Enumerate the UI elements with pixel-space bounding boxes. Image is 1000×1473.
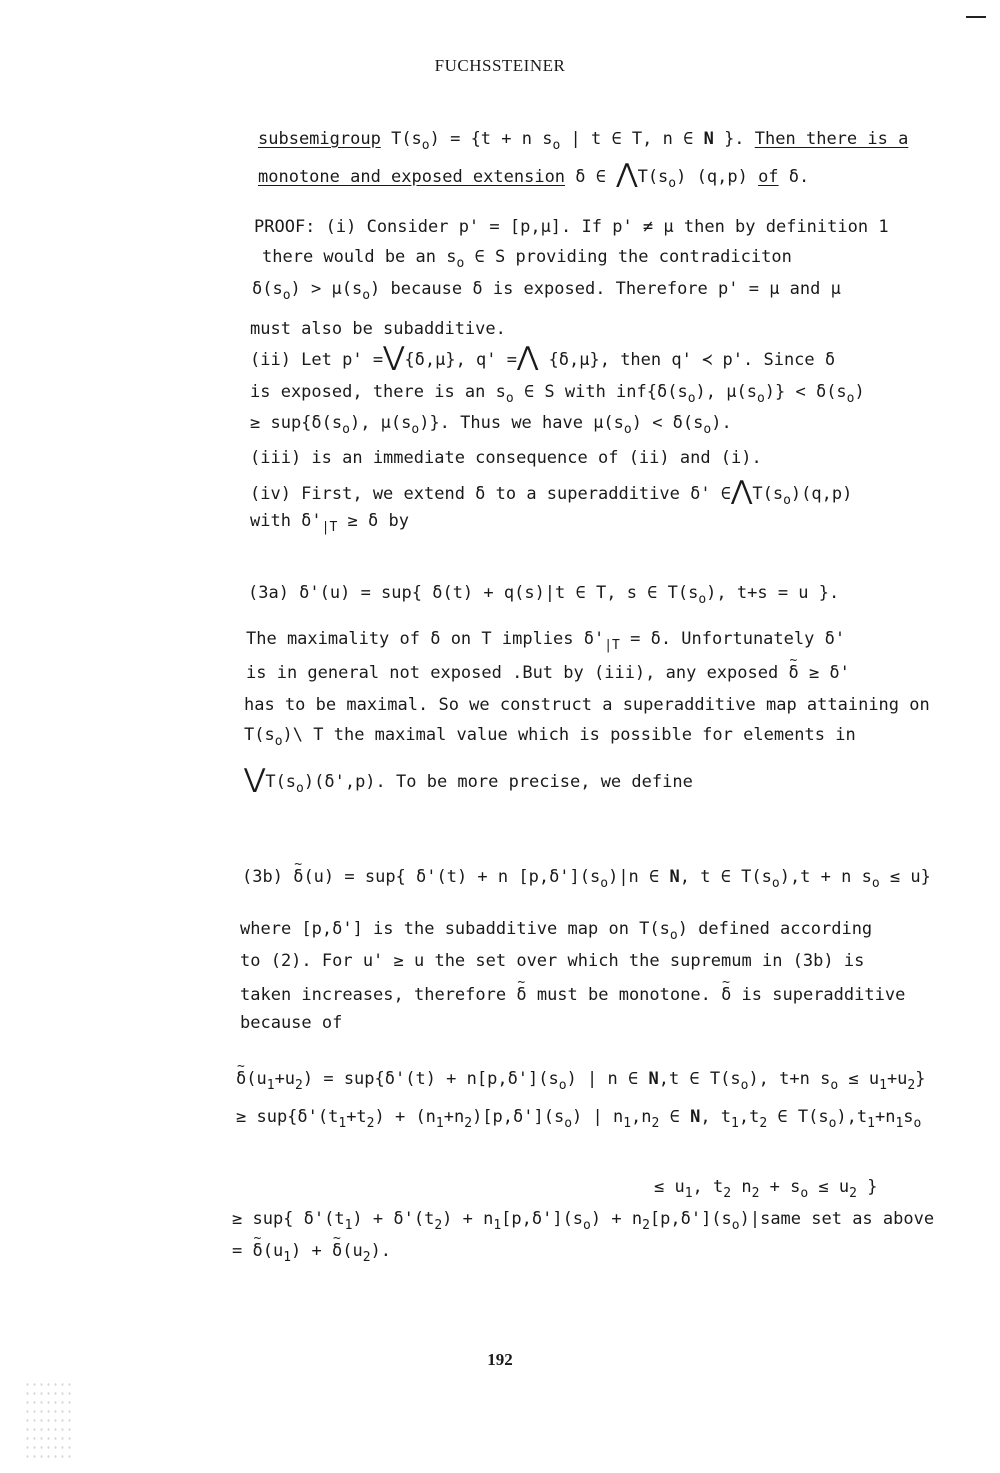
proof-line-2: there would be an $s_o$ ∈ S providing the contradiciton	[262, 247, 792, 271]
text-line-7: to (2). For u' ≥ u the set over which the supremum in (3b) is	[240, 951, 865, 971]
derivation-line-3: ≤ $u_1$, $t_2$ $n_2 + s_o \le u_2$ }	[654, 1177, 878, 1201]
text-line-5: $⋁T(s_o)(\delta',p)$. To be more precise, we define	[244, 764, 693, 796]
theorem-line-1: subsemigroup $T(s_o) = \{t + n$ $s_o$ | t ∈ T, n ∈ N }. Then there is a	[258, 129, 909, 153]
derivation-line-5: = ~ $\delta(u_1)$ + ~ $\delta(u_2)$.	[232, 1240, 391, 1262]
proof-line-5: (ii) Let p' =⋁{δ,μ}, q' =⋀ {δ,μ}, then q' ≺ p'. Since δ	[250, 342, 836, 372]
theorem-line-2: monotone and exposed extension δ ∈ $⋀T(s_o)$ (q,p) of δ.	[258, 159, 810, 191]
proof-line-8: (iii) is an immediate consequence of (ii) and (i).	[250, 448, 762, 468]
text-line-8: taken increases, therefore ~ δ must be monotone. ~ δ is superadditive	[240, 984, 905, 1006]
proof-line-10: with $\delta'_{|T} \ge \delta$ by	[250, 511, 409, 535]
derivation-line-2: ≥ $sup\{\delta'(t_1+t_2) + (n_1+n_2)[p,\delta'](s_o)$ | $n_1,n_2$ ∈ N, $t_1,t_2$ ∈ $T(s_o),t_1+n_1s_o$	[236, 1107, 922, 1131]
equation-3b: (3b) ~ δ(u) = sup{ δ'(t) + n $[p,\delta'](s_o)|n$ ∈ N, t ∈ $T(s_o),t + n$ $s_o \le u$}	[242, 866, 931, 888]
text-line-1: The maximality of δ on T implies $\delta'_{|T} = \delta$. Unfortunately δ'	[246, 629, 846, 653]
text-line-6: where [p,δ'] is the subadditive map on $T(s_o)$ defined according	[240, 919, 873, 943]
proof-line-6: is exposed, there is an $s_o$ ∈ S with $inf\{\delta(s_o)$, $\mu(s_o)\} < \delta(s_o)$	[250, 382, 865, 406]
text-line-9: because of	[240, 1013, 343, 1033]
running-header: FUCHSSTEINER	[434, 56, 566, 75]
proof-line-7: ≥ $sup\{\delta(s_o)$, $\mu(s_o)$}. Thus we have $\mu(s_o) < \delta(s_o)$.	[250, 413, 732, 437]
text-line-2: is in general not exposed .But by (iii), any exposed ~ δ ≥ δ'	[246, 662, 850, 684]
proof-line-1: PROOF: (i) Consider p' = [p,μ]. If p' ≠ μ then by definition 1	[254, 217, 889, 237]
edge-mark	[966, 16, 986, 18]
proof-line-4: must also be subadditive.	[250, 319, 506, 339]
text-line-4: $T(s_o)\backslash$ T the maximal value which is possible for elements in	[244, 725, 856, 749]
proof-line-3: $\delta(s_o) > \mu(s_o)$ because δ is exposed. Therefore p' = μ and μ	[252, 279, 841, 303]
equation-3a: (3a) δ'(u) = sup{ δ(t) + q(s)|t ∈ T, s ∈ $T(s_o)$, t+s = u }.	[248, 583, 840, 607]
derivation-line-1: ~ $\delta(u_1+u_2) = sup\{\delta'(t) + n[p,\delta'](s_o)$ | n ∈ N,t ∈ $T(s_o)$, t+n $s_o \le u_1+u_2$}	[236, 1068, 926, 1090]
scan-noise	[24, 1380, 72, 1460]
derivation-line-4: ≥ sup{ $\delta'(t_1) + \delta'(t_2) + n_1[p,\delta'](s_o)$ + $n_2[p,\delta'](s_o)|same$ set as above	[232, 1209, 935, 1233]
text-line-3: has to be maximal. So we construct a superadditive map attaining on	[244, 695, 930, 715]
page-number: 192	[487, 1350, 513, 1369]
proof-line-9: (iv) First, we extend δ to a superadditive δ' $\in⋀T(s_o)(q,p)$	[250, 476, 853, 508]
